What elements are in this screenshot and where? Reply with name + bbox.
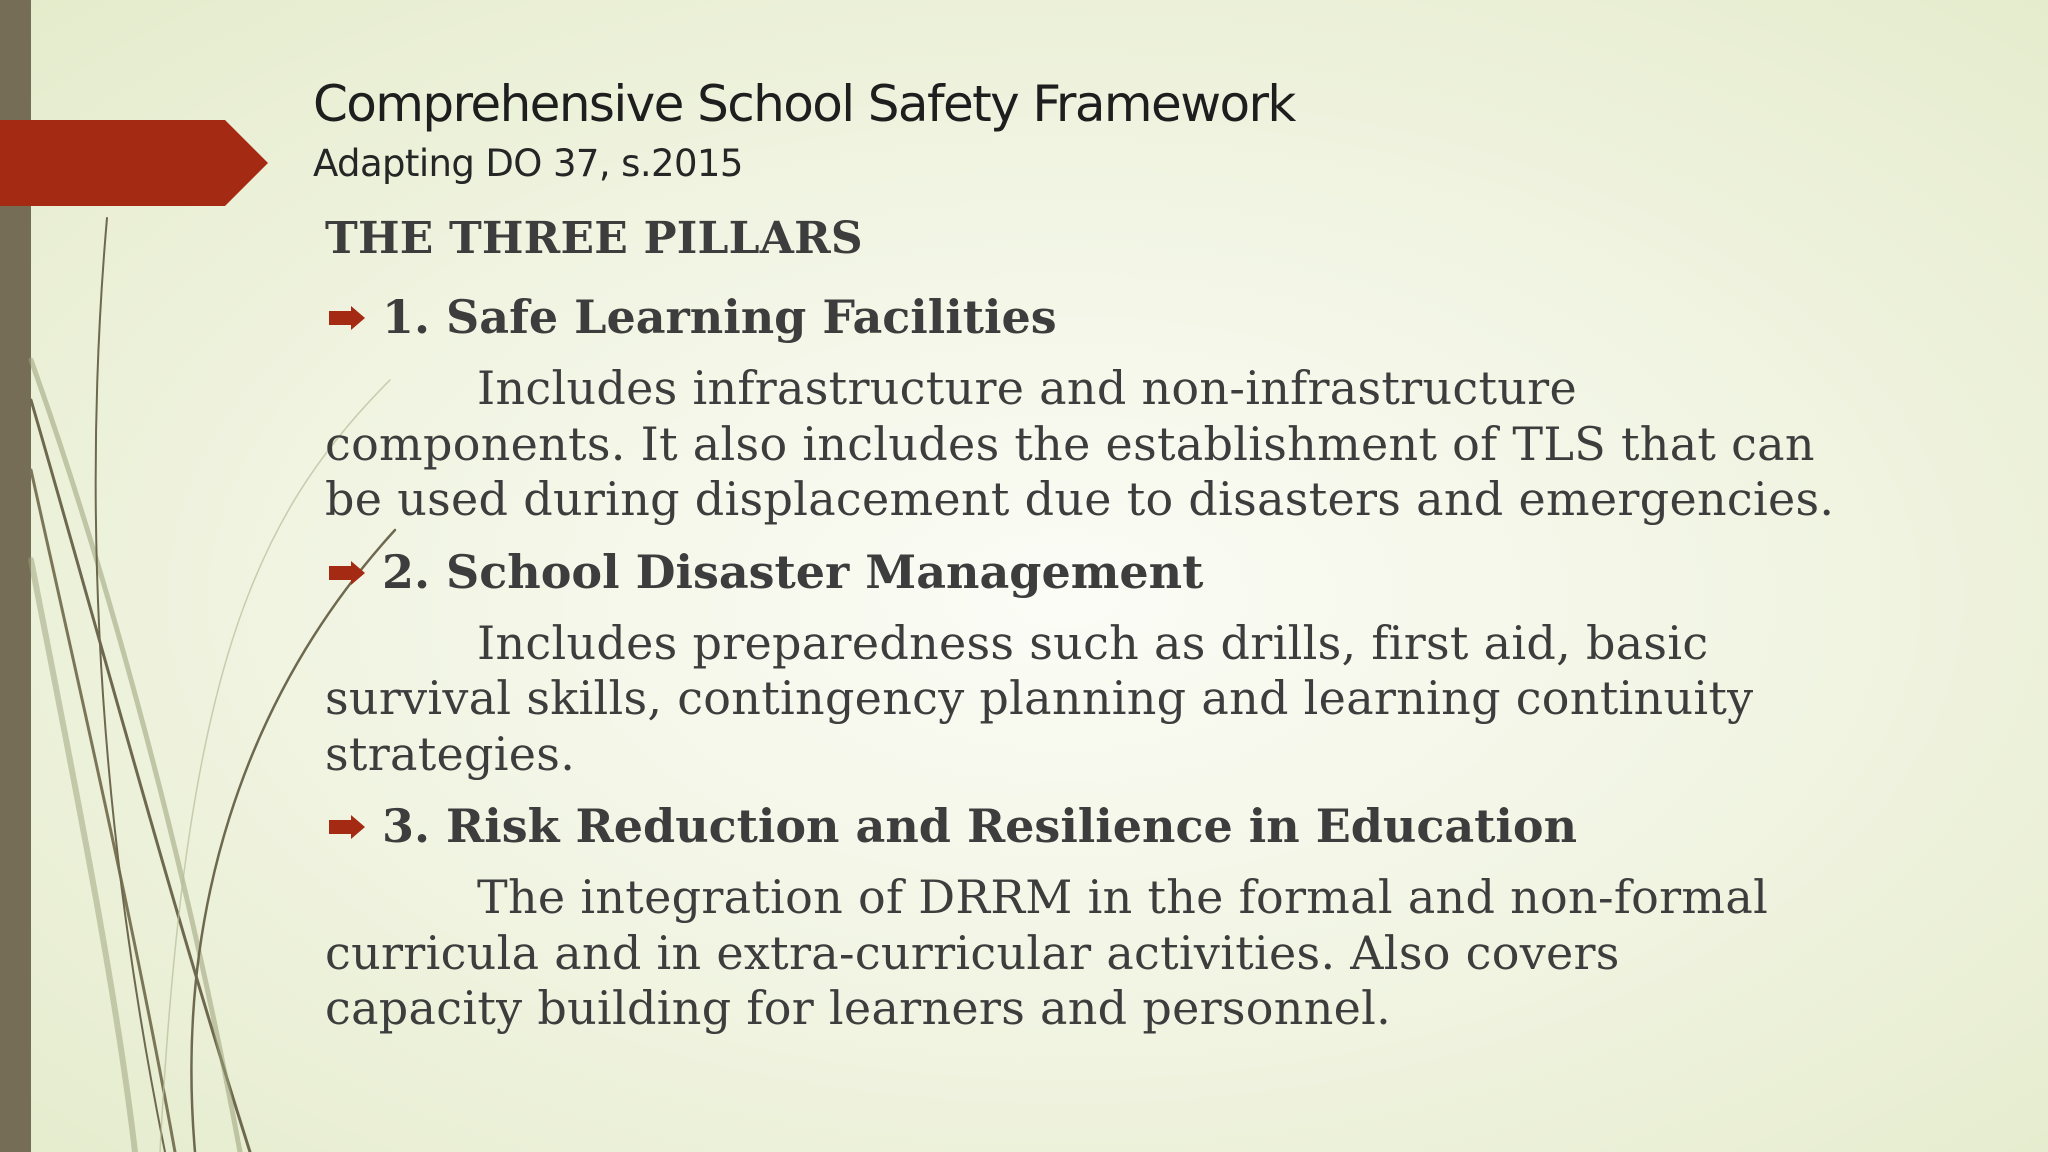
pillar-title-text: Safe Learning Facilities bbox=[446, 290, 1057, 344]
pillar-title bbox=[325, 782, 2025, 870]
pillar-description: Includes preparedness such as drills, first aid, basic survival skills, contingency planning and learning continuity strategies. bbox=[325, 615, 1754, 781]
pillar-title-text: School Disaster Management bbox=[446, 544, 1204, 599]
slide-content bbox=[325, 205, 2025, 1037]
pillar-item bbox=[325, 782, 2025, 1037]
title-arrow-icon bbox=[0, 120, 268, 206]
pillar-item bbox=[325, 273, 2025, 528]
pillar-title bbox=[325, 528, 2025, 616]
pillar-description: The integration of DRRM in the formal and non-formal curricula and in extra-curricular activities. Also covers capacity building for learners and personnel. bbox=[325, 870, 1769, 1035]
pillar-number: 1. bbox=[382, 290, 431, 344]
pillar-title bbox=[325, 273, 2025, 361]
slide-subtitle: Adapting DO 37, s.2015 bbox=[313, 142, 743, 185]
pillar-number: 2. bbox=[382, 544, 431, 599]
pillar-description: Includes infrastructure and non-infrastructure components. It also includes the establishment of TLS that can be used during displacement due to disasters and emergencies. bbox=[325, 361, 1835, 526]
section-heading: THE THREE PILLARS bbox=[325, 213, 863, 264]
pillar-title-text: Risk Reduction and Resilience in Education bbox=[446, 799, 1578, 853]
arrow-bullet-icon bbox=[329, 815, 365, 839]
slide-title: Comprehensive School Safety Framework bbox=[313, 75, 1295, 133]
pillar-item bbox=[325, 528, 2025, 783]
pillar-number: 3. bbox=[382, 799, 431, 853]
arrow-bullet-icon bbox=[329, 306, 365, 330]
arrow-bullet-icon bbox=[329, 561, 365, 585]
